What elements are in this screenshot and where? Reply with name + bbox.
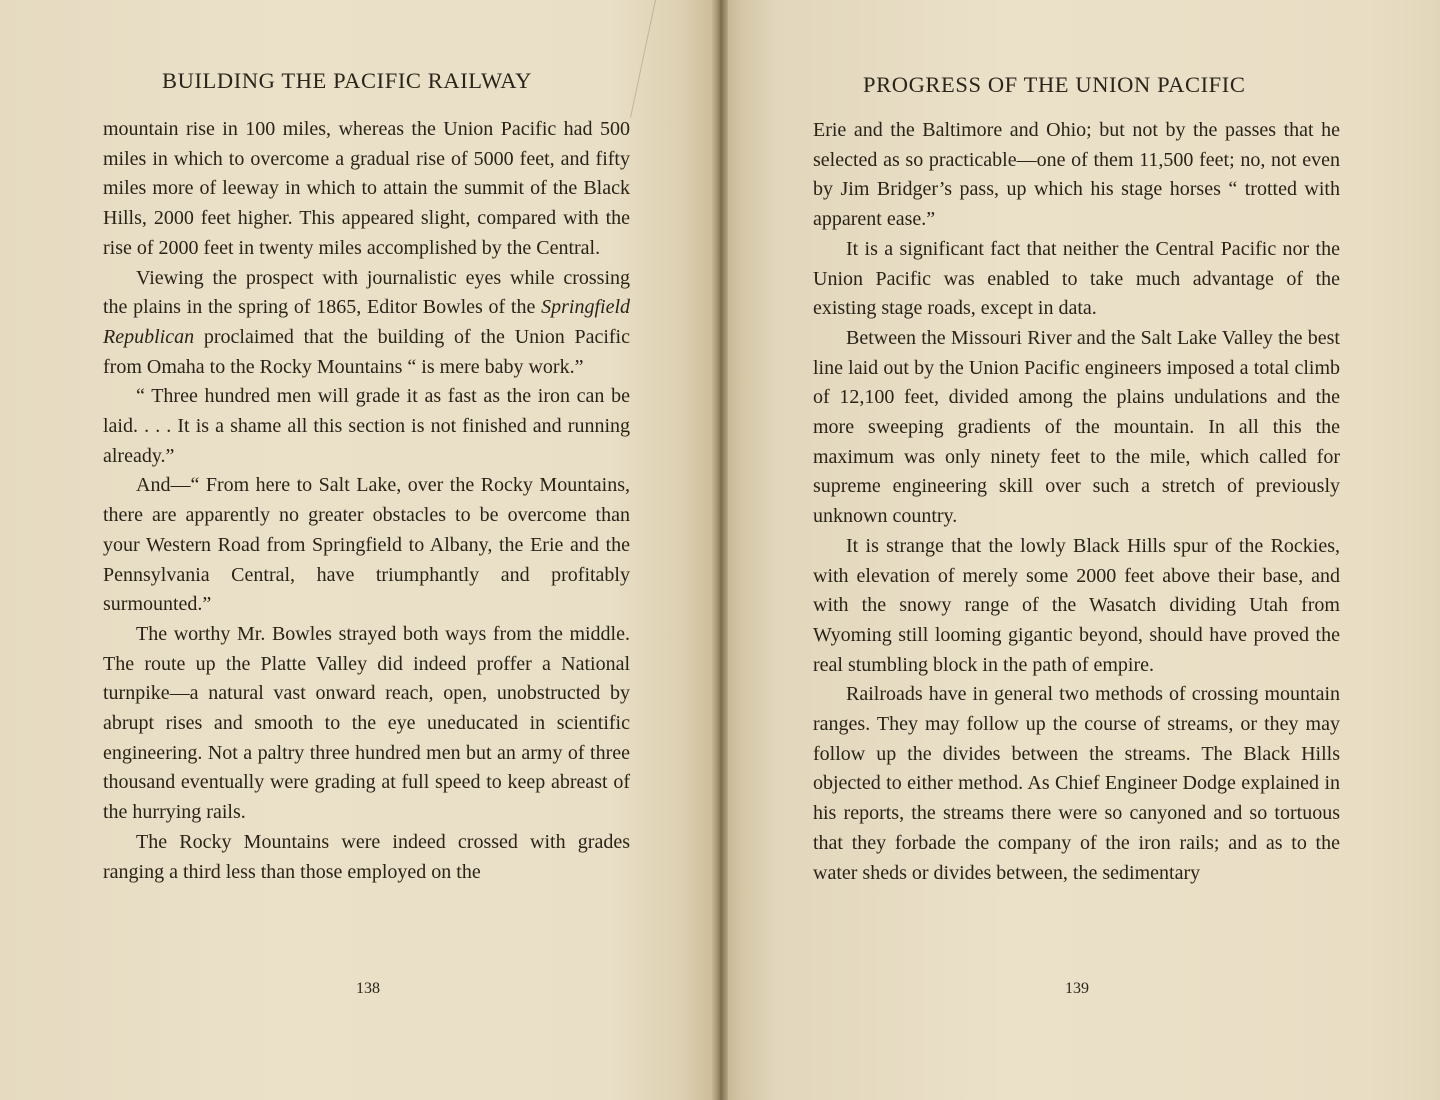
- paragraph: And—“ From here to Salt Lake, over the Rocky Mountains, there are apparently no greater obstacles to be overcome than your Western Road from Springfield to Albany, the Erie and the Pennsylvania Central, have triumphantly and profitably surmounted.”: [103, 474, 630, 616]
- page-number-right: 139: [1065, 980, 1089, 997]
- running-head-right: PROGRESS OF THE UNION PACIFIC: [863, 72, 1246, 97]
- paragraph: mountain rise in 100 miles, whereas the Union Pacific had 500 miles in which to overcome a gradual rise of 5000 feet, and fifty miles more of leeway in which to attain the summit of the Black Hills, 2000 feet higher. This appeared slight, compared with the rise of 2000 feet in twenty miles accomplished by the Central.: [103, 118, 630, 259]
- paragraph: It is strange that the lowly Black Hills spur of the Rockies, with elevation of merely some 2000 feet above their base, and with the snowy range of the Wasatch dividing Utah from Wyoming still looming gigantic beyond, should have proved the real stumbling block in the path of empire.: [813, 534, 1340, 676]
- paragraph-text: proclaimed that the building of the Union Pacific from Omaha to the Rocky Mountains “ is mere baby work.”: [103, 325, 630, 378]
- newspaper-title: Springfield Republican: [103, 296, 630, 348]
- running-head-left: BUILDING THE PACIFIC RAILWAY: [162, 68, 532, 93]
- paper-crease: [630, 0, 656, 117]
- paragraph: [103, 264, 630, 383]
- paragraph: The Rocky Mountains were indeed crossed with grades ranging a third less than those employed on the: [103, 830, 630, 883]
- paragraph: Erie and the Baltimore and Ohio; but not by the passes that he selected as so practicable—one of them 11,500 feet; no, not even by Jim Bridger’s pass, up which his stage horses “ trotted with apparent ease.”: [813, 119, 1340, 231]
- right-page-text: [813, 116, 1340, 888]
- paragraph: It is a significant fact that neither the Central Pacific nor the Union Pacific was enabled to take much advantage of the existing stage roads, except in data.: [813, 237, 1340, 320]
- paragraph: Between the Missouri River and the Salt Lake Valley the best line laid out by the Union Pacific engineers imposed a total climb of 12,100 feet, divided among the plains undulations and the more sweeping gradients of the mountain. In all this the maximum was only ninety feet to the mile, which called for supreme engineering skill over such a stretch of previously unknown country.: [813, 326, 1340, 528]
- paragraph-text: Viewing the prospect with journalistic eyes while crossing the plains in the spring of 1865, Editor Bowles of the: [103, 266, 630, 319]
- right-page: [718, 0, 1440, 1100]
- page-number-left: 138: [356, 980, 380, 997]
- left-page-text: [103, 115, 630, 887]
- paragraph: Railroads have in general two methods of crossing mountain ranges. They may follow up the course of streams, or they may follow up the divides between the streams. The Black Hills objected to either method. As Chief Engineer Dodge explained in his reports, the streams there were so canyoned and so tortuous that they forbade the company of the iron rails; and as to the water sheds or divides between, the sedimentary: [813, 683, 1340, 884]
- paragraph: “ Three hundred men will grade it as fast as the iron can be laid. . . . It is a shame all this section is not finished and running already.”: [103, 385, 630, 467]
- book-gutter: [712, 0, 728, 1100]
- left-page: [0, 0, 718, 1100]
- paragraph: The worthy Mr. Bowles strayed both ways from the middle. The route up the Platte Valley did indeed proffer a National turnpike—a natural vast onward reach, open, unobstructed by abrupt rises and smooth to the eye uneducated in scientific engineering. Not a paltry three hundred men but an army of three thousand eventually were grading at full speed to keep abreast of the hurrying rails.: [103, 622, 630, 824]
